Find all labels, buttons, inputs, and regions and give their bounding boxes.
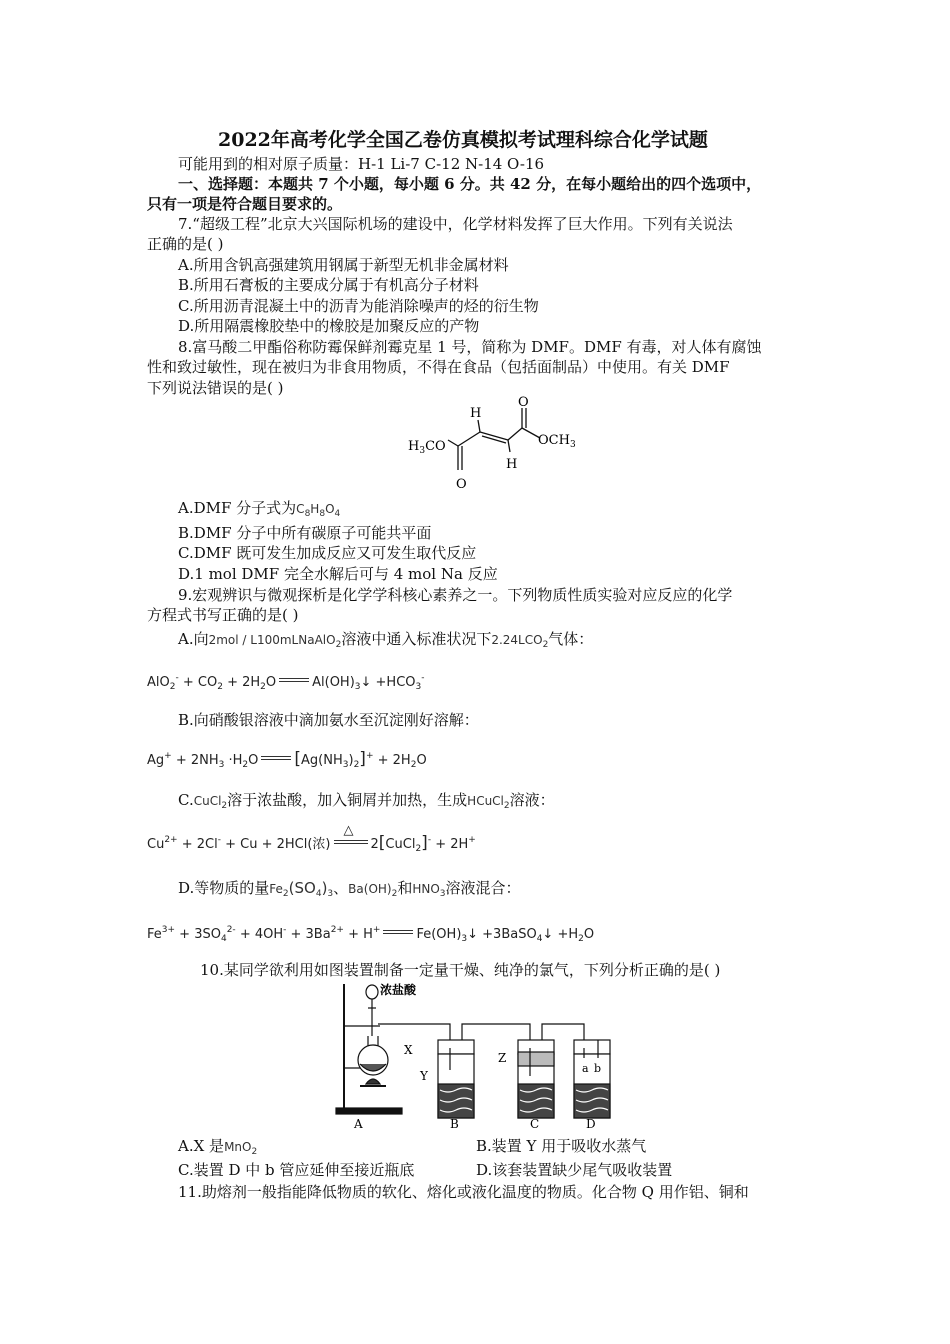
label-z: Z: [498, 1051, 507, 1065]
label-apparatus-d: D: [586, 1117, 596, 1130]
group-och3-label: $OCH_3$: [538, 433, 576, 450]
label-apparatus-a: A: [354, 1117, 363, 1130]
atom-h-top: H: [470, 406, 482, 421]
atom-o-bottom: O: [456, 477, 467, 492]
label-conc-hcl: 浓盐酸: [380, 983, 417, 997]
atom-o-top: O: [518, 395, 529, 410]
q9-option-c-text: C.CuCl$_2$溶于浓盐酸，加入铜屑并加热，生成HCuCl$_2$溶液：: [178, 791, 555, 811]
q7-option-d: D.所用隔震橡胶垫中的橡胶是加聚反应的产物: [178, 317, 480, 335]
q9-equation-c: $Cu^{2+} + 2Cl^- + Cu + 2HCl$(浓) △ 2[CuCl$_2$]- + 2H+: [147, 823, 476, 854]
q9-equation-d: $Fe^{3+} + 3SO_4^{2-} + 4OH^- + 3Ba^{2+} + H^+$ $Fe(OH)_3↓$ +3BaSO$_4$↓ $+H_2O$: [147, 925, 595, 944]
q10-option-d: D.该套装置缺少尾气吸收装置: [476, 1161, 673, 1179]
q8-option-a: A.DMF 分子式为$C_8H_8O_4$: [178, 499, 341, 519]
bond-c1-c2: [458, 432, 480, 446]
label-y: Y: [420, 1069, 428, 1083]
q7-stem-line1: 7.“超级工程”北京大兴国际机场的建设中，化学材料发挥了巨大作用。下列有关说法: [178, 215, 733, 233]
q10-stem: 10.某同学欲利用如图装置制备一定量干燥、纯净的氯气，下列分析正确的是( ): [200, 961, 721, 979]
label-apparatus-c: C: [530, 1117, 540, 1130]
q10-option-b: B.装置 Y 用于吸收水蒸气: [476, 1137, 647, 1155]
q8-option-d: D.1 mol DMF 完全水解后可与 4 mol Na 反应: [178, 565, 498, 583]
chlorine-apparatus-diagram: [330, 980, 620, 1130]
label-tube-b: b: [594, 1062, 602, 1075]
q9-option-a-text: A.向2mol / L100mLNaAlO$_2$溶液中通入标准状况下$2.24LCO_2$气体：: [178, 630, 594, 650]
q8-stem-line1: 8.富马酸二甲酯俗称防霉保鲜剂霉克星 1 号，简称为 DMF。DMF 有毒，对人体有腐蚀: [178, 338, 762, 356]
q9-stem-line2: 方程式书写正确的是( ): [147, 606, 299, 624]
q7-option-b: B.所用石膏板的主要成分属于有机高分子材料: [178, 276, 479, 294]
q8-option-c: C.DMF 既可发生加成反应又可发生取代反应: [178, 544, 477, 562]
q11-stem-line1: 11.助熔剂一般指能降低物质的软化、熔化或液化温度的物质。化合物 Q 用作铝、铜和: [178, 1183, 749, 1201]
dmf-structure-diagram: [400, 392, 590, 496]
bond-c1-oc: [448, 440, 458, 446]
heat-symbol: △: [343, 823, 354, 838]
page-title: 2022年高考化学全国乙卷仿真模拟考试理科综合化学试题: [218, 129, 708, 151]
q9-stem-line1: 9.宏观辨识与微观探析是化学学科核心素养之一。下列物质性质实验对应反应的化学: [178, 586, 733, 604]
atomic-masses: 可能用到的相对原子质量：H-1 Li-7 C-12 N-14 O-16: [178, 155, 545, 173]
label-x: X: [404, 1043, 413, 1057]
bond-c2-c3-double: [482, 436, 506, 443]
q10-option-a: A.X 是MnO$_2$: [178, 1137, 258, 1157]
q10-option-c: C.装置 D 中 b 管应延伸至接近瓶底: [178, 1161, 415, 1179]
label-apparatus-b: B: [450, 1117, 459, 1130]
bond-c3-c4: [508, 428, 522, 440]
bond-c3-h: [508, 440, 510, 452]
q7-option-a: A.所用含钒高强建筑用钢属于新型无机非金属材料: [178, 256, 509, 274]
q9-equation-a: $AlO_2^- + CO_2 + 2H_2O$ $Al(OH)_3↓ +HCO_3^-$: [147, 673, 425, 692]
bond-c2-h: [478, 420, 480, 432]
q8-stem-line2: 性和致过敏性，现在被归为非食用物质，不得在食品（包括面制品）中使用。有关 DMF: [147, 358, 730, 376]
dmf-formula: $C_8H_8O_4$: [296, 502, 341, 519]
q9-equation-b: $Ag^+ + 2NH_3 \cdot H_2O$ $[Ag(NH_3)_2]^+ + 2H_2O$: [147, 749, 427, 770]
q9-option-d-text: D.等物质的量$Fe_2(SO_4)_3$、$Ba(OH)_2$和$HNO_3$溶液混合：: [178, 879, 521, 899]
q8-option-b: B.DMF 分子中所有碳原子可能共平面: [178, 524, 432, 542]
section-heading-line1: 一、选择题：本题共 7 个小题，每小题 6 分。共 42 分，在每小题给出的四个选项中，: [178, 175, 762, 193]
q7-option-c: C.所用沥青混凝土中的沥青为能消除噪声的烃的衍生物: [178, 297, 539, 315]
section-heading-line2: 只有一项是符合题目要求的。: [147, 195, 343, 213]
q8-stem-line3: 下列说法错误的是( ): [147, 379, 284, 397]
q7-stem-line2: 正确的是( ): [147, 235, 224, 253]
q9-option-b-text: B.向硝酸银溶液中滴加氨水至沉淀刚好溶解：: [178, 711, 479, 729]
group-h3co-label: $H_3CO$: [408, 439, 446, 456]
label-tube-a: a: [582, 1062, 589, 1075]
atom-h-bottom: H: [506, 457, 518, 472]
